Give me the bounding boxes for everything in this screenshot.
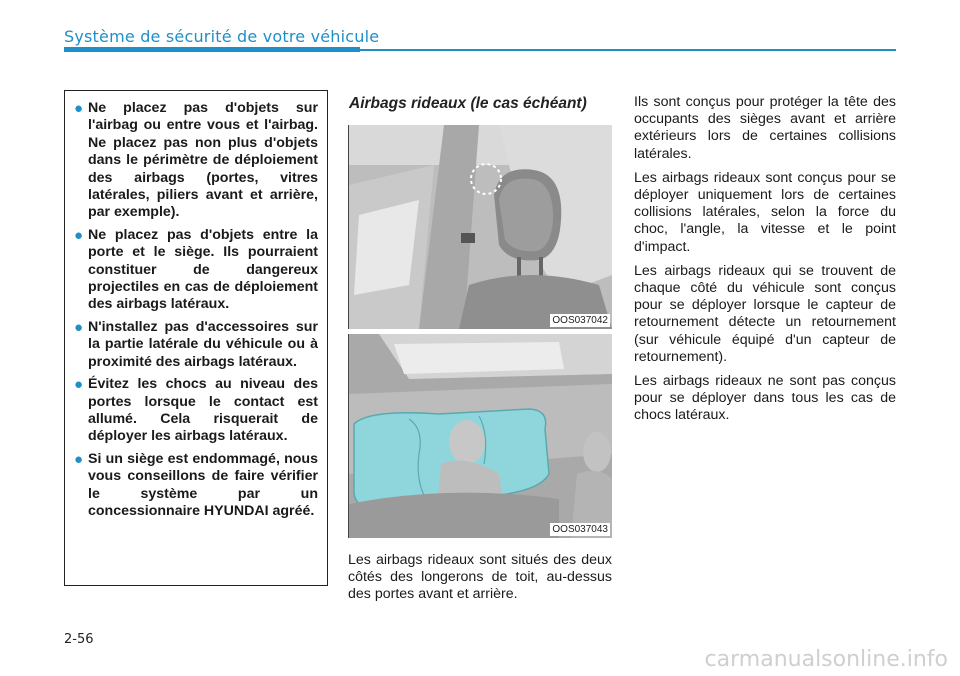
- figure-pillar-airbag: [348, 125, 612, 329]
- figure-caption: OOS037042: [552, 315, 608, 326]
- figure-caption: OOS037043: [552, 524, 608, 535]
- right-column: [634, 94, 896, 432]
- warning-text: Ne placez pas d'objets entre la porte et le siège. Ils pourraient constituer de dangereux projectiles en cas de déploiement des airbags latéraux.: [88, 226, 318, 313]
- warning-text: Ne placez pas d'objets sur l'airbag ou entre vous et l'airbag. Ne placez pas non plus d'objets dans le périmètre de déploiement des airbags (portes, vitres latérales, piliers avant et arrière, par exemple).: [88, 100, 318, 221]
- section-title: Système de sécurité de votre véhicule: [64, 27, 380, 46]
- watermark: carmanualsonline.info: [704, 647, 948, 672]
- bullet-icon: ●: [74, 100, 84, 117]
- bullet-icon: ●: [74, 226, 84, 244]
- warning-item: [75, 319, 318, 371]
- warning-item: [75, 227, 318, 314]
- warning-item: [75, 376, 318, 446]
- warning-item: [75, 100, 318, 222]
- warning-text: N'installez pas d'accessoires sur la partie latérale du véhicule ou à proximité des airbags latéraux.: [88, 318, 318, 370]
- body-paragraph: Les airbags rideaux qui se trouvent de chaque côté du véhicule sont conçus pour se déployer lorsque le capteur de retournement détecte un retournement (sur véhicule équipé d'un capteur de retournement).: [634, 262, 896, 365]
- warning-item: [75, 451, 318, 521]
- body-paragraph: Les airbags rideaux ne sont pas conçus pour se déployer dans tous les cas de chocs latéraux.: [634, 373, 896, 424]
- bullet-icon: ●: [74, 318, 84, 336]
- header-rule-thick: [64, 47, 360, 52]
- bullet-icon: ●: [74, 376, 84, 394]
- body-paragraph: Les airbags rideaux sont situés des deux côtés des longerons de toit, au-dessus des portes avant et arrière.: [348, 552, 612, 603]
- middle-column: [348, 90, 612, 604]
- warning-text: Évitez les chocs au niveau des portes lorsque le contact est allumé. Cela risquerait de déployer les airbags latéraux.: [88, 376, 318, 445]
- warning-text: Si un siège est endommagé, nous vous conseillons de faire vérifier le système par un concessionnaire HYUNDAI agréé.: [88, 450, 318, 519]
- pillar-illustration: [349, 125, 612, 329]
- body-paragraph: Les airbags rideaux sont conçus pour se déployer uniquement lors de certaines collisions latérales, selon la force du choc, l'angle, la vitesse et le point d'impact.: [634, 169, 896, 255]
- curtain-airbag-illustration: [349, 334, 612, 538]
- figure-curtain-airbag: [348, 334, 612, 538]
- section-heading: Airbags rideaux (le cas échéant): [349, 95, 587, 112]
- bullet-icon: ●: [74, 450, 84, 468]
- body-paragraph: Ils sont conçus pour protéger la tête des occupants des sièges avant et arrière extérieurs lors de certaines collisions latérales.: [634, 94, 896, 162]
- header-rule-thin: [360, 49, 896, 51]
- page-number: 2-56: [64, 632, 94, 647]
- warning-list: [75, 100, 318, 520]
- warning-box: [64, 90, 328, 586]
